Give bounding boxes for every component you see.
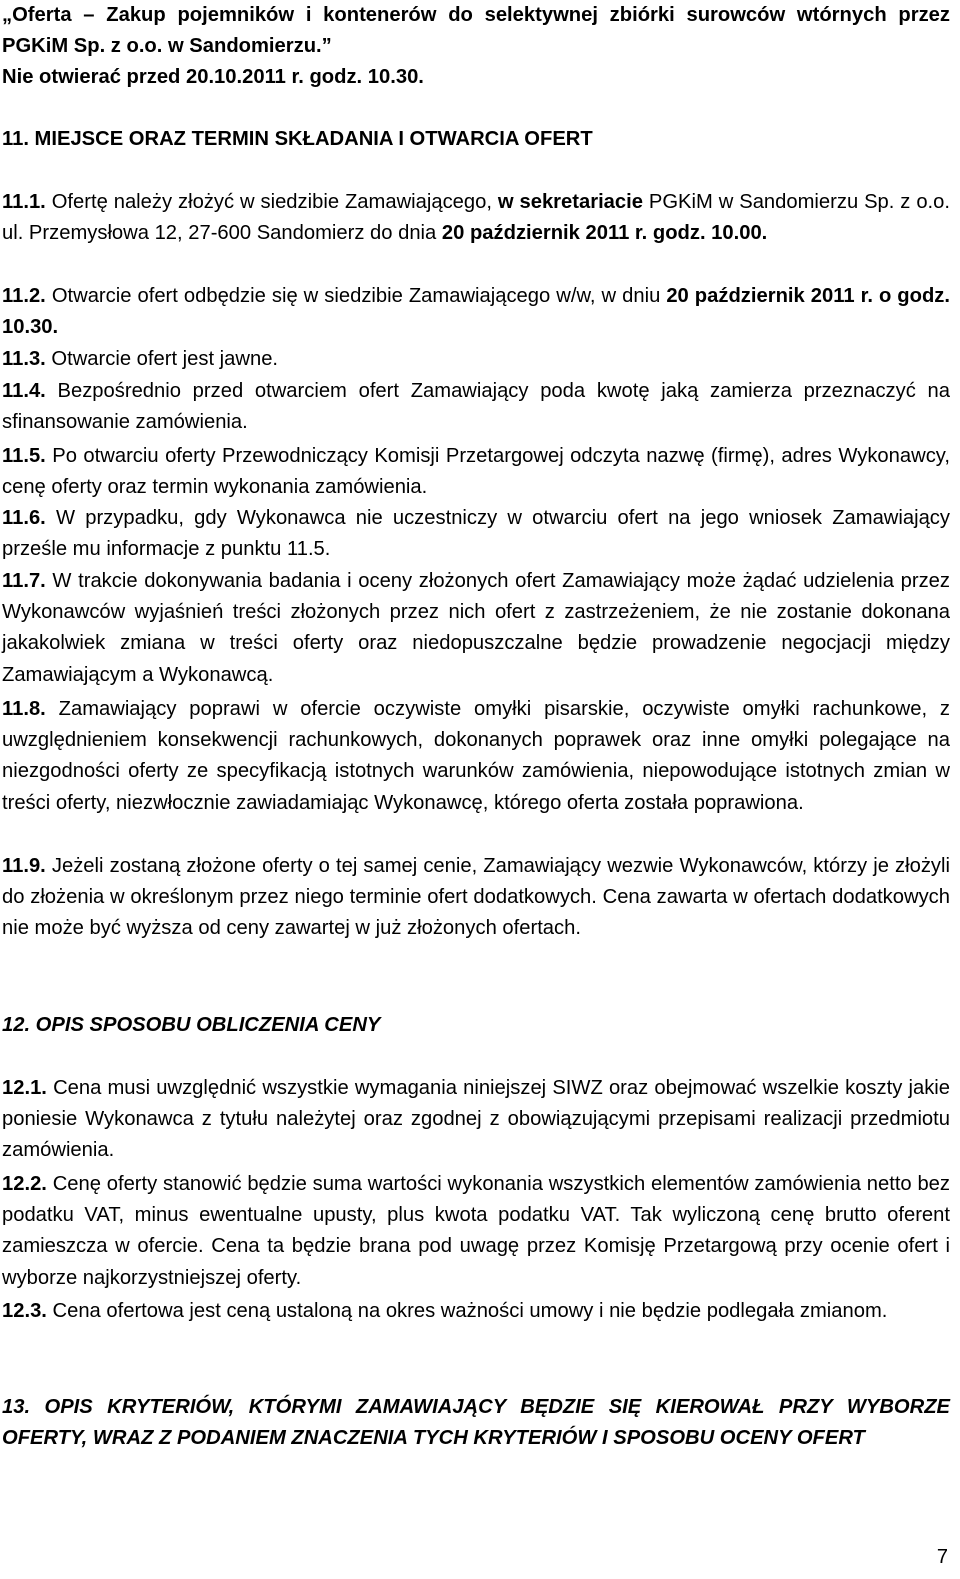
- paragraph-text: Cena musi uwzględnić wszystkie wymagania niniejszej SIWZ oraz obejmować wszelkie koszty jakie poniesie Wykonawca z tytułu należytej oraz zgodnej z obowiązującymi przepisami realizacji przedmiotu zamówienia.: [2, 1077, 950, 1162]
- paragraph-text: Cena ofertowa jest ceną ustaloną na okres ważności umowy i nie będzie podlegała zmianom.: [46, 1300, 888, 1322]
- paragraph-number: 11.4.: [2, 380, 46, 402]
- paragraph-11-1: [2, 187, 950, 249]
- section-13-heading: 13. OPIS KRYTERIÓW, KTÓRYMI ZAMAWIAJĄCY BĘDZIE SIĘ KIEROWAŁ PRZY WYBORZE OFERTY, WRAZ Z PODANIEM ZNACZENIA TYCH KRYTERIÓW I SPOSOBU OCENY OFERT: [2, 1396, 950, 1450]
- header-title: „Oferta – Zakup pojemników i kontenerów do selektywnej zbiórki surowców wtórnych przez PGKiM Sp. z o.o. w Sandomierzu.”: [2, 4, 950, 58]
- page-number: 7: [936, 1546, 948, 1568]
- header-opening-note: Nie otwierać przed 20.10.2011 r. godz. 10.30.: [2, 66, 424, 89]
- document-header: [2, 0, 950, 94]
- paragraph-11-9: [2, 851, 950, 945]
- paragraph-number: 11.3.: [2, 348, 46, 370]
- paragraph-text: Bezpośrednio przed otwarciem ofert Zamawiający poda kwotę jaką zamierza przeznaczyć na sfinansowanie zamówienia.: [2, 380, 950, 434]
- paragraph-text: W trakcie dokonywania badania i oceny złożonych ofert Zamawiający może żądać udzielenia przez Wykonawców wyjaśnień treści złożonych przez nich ofert z zastrzeżeniem, że nie zostanie dokonana jakakolwiek zmiana w treści oferty oraz niedopuszczalne będzie prowadzenie negocjacji między Zamawiającym a Wykonawcą.: [2, 570, 950, 686]
- paragraph-number: 11.2.: [2, 285, 46, 307]
- paragraph-number: 12.3.: [2, 1300, 47, 1322]
- opening-date: 20 październik 2011 r. o godz. 10.30.: [2, 285, 950, 339]
- paragraph-11-8: [2, 694, 950, 819]
- paragraph-number: 11.7.: [2, 570, 46, 592]
- paragraph-text: Zamawiający poprawi w ofercie oczywiste omyłki pisarskie, oczywiste omyłki rachunkowe, z uwzględnieniem konsekwencji rachunkowych, dokonanych poprawek oraz inne omyłki polegające na niezgodności oferty ze specyfikacją istotnych warunków zamówienia, niepowodujące istotnych zmian w treści oferty, niezwłocznie zawiadamiając Wykonawcę, którego oferta została poprawiona.: [2, 698, 950, 814]
- paragraph-11-7: [2, 566, 950, 691]
- paragraph-text: PGKiM w Sandomierzu Sp. z o.o. ul. Przemysłowa 12, 27-600 Sandomierz do dnia: [2, 191, 950, 245]
- paragraph-text: Ofertę należy złożyć w siedzibie Zamawiającego,: [45, 191, 498, 213]
- paragraph-number: 11.8.: [2, 698, 46, 720]
- deadline-date: 20 październik 2011 r. godz. 10.00.: [441, 222, 768, 245]
- paragraph-12-2: [2, 1169, 950, 1294]
- paragraph-text: Po otwarciu oferty Przewodniczący Komisji Przetargowej odczyta nazwę (firmę), adres Wykonawcy, cenę oferty oraz termin wykonania zamówienia.: [2, 445, 950, 499]
- paragraph-12-3: [2, 1296, 950, 1327]
- paragraph-number: 11.1.: [2, 191, 46, 213]
- paragraph-11-3: [2, 344, 950, 375]
- paragraph-number: 11.9.: [2, 855, 46, 877]
- paragraph-text: Jeżeli zostaną złożone oferty o tej samej cenie, Zamawiający wezwie Wykonawców, którzy je złożyli do złożenia w określonym przez niego terminie ofert dodatkowych. Cena zawarta w ofertach dodatkowych nie może być wyższa od ceny zawartej w już złożonych ofertach.: [2, 855, 950, 940]
- paragraph-number: 11.5.: [2, 445, 46, 467]
- paragraph-number: 11.6.: [2, 507, 46, 529]
- paragraph-text: Otwarcie ofert odbędzie się w siedzibie Zamawiającego w/w, w dniu: [45, 285, 667, 307]
- paragraph-text: W przypadku, gdy Wykonawca nie uczestniczy w otwarciu ofert na jego wniosek Zamawiający prześle mu informacje z punktu 11.5.: [2, 507, 950, 561]
- paragraph-text: Cenę oferty stanowić będzie suma wartości wykonania wszystkich elementów zamówienia netto bez podatku VAT, minus ewentualne upusty, plus kwota podatku VAT. Tak wyliczoną cenę brutto oferent zamieszcza w ofercie. Cena ta będzie brana pod uwagę przez Komisję Przetargową przy ocenie ofert i wyborze najkorzystniejszej oferty.: [2, 1173, 950, 1289]
- section-11-heading: 11. MIEJSCE ORAZ TERMIN SKŁADANIA I OTWARCIA OFERT: [2, 128, 593, 150]
- paragraph-11-5: [2, 441, 950, 503]
- paragraph-11-6: [2, 503, 950, 565]
- paragraph-11-4: [2, 376, 950, 438]
- paragraph-11-2: [2, 281, 950, 343]
- section-12-heading: 12. OPIS SPOSOBU OBLICZENIA CENY: [2, 1014, 381, 1036]
- paragraph-text: Otwarcie ofert jest jawne.: [45, 348, 279, 370]
- paragraph-number: 12.2.: [2, 1173, 47, 1195]
- paragraph-bold-text: w sekretariacie: [497, 191, 643, 213]
- paragraph-number: 12.1.: [2, 1077, 47, 1099]
- paragraph-12-1: [2, 1073, 950, 1167]
